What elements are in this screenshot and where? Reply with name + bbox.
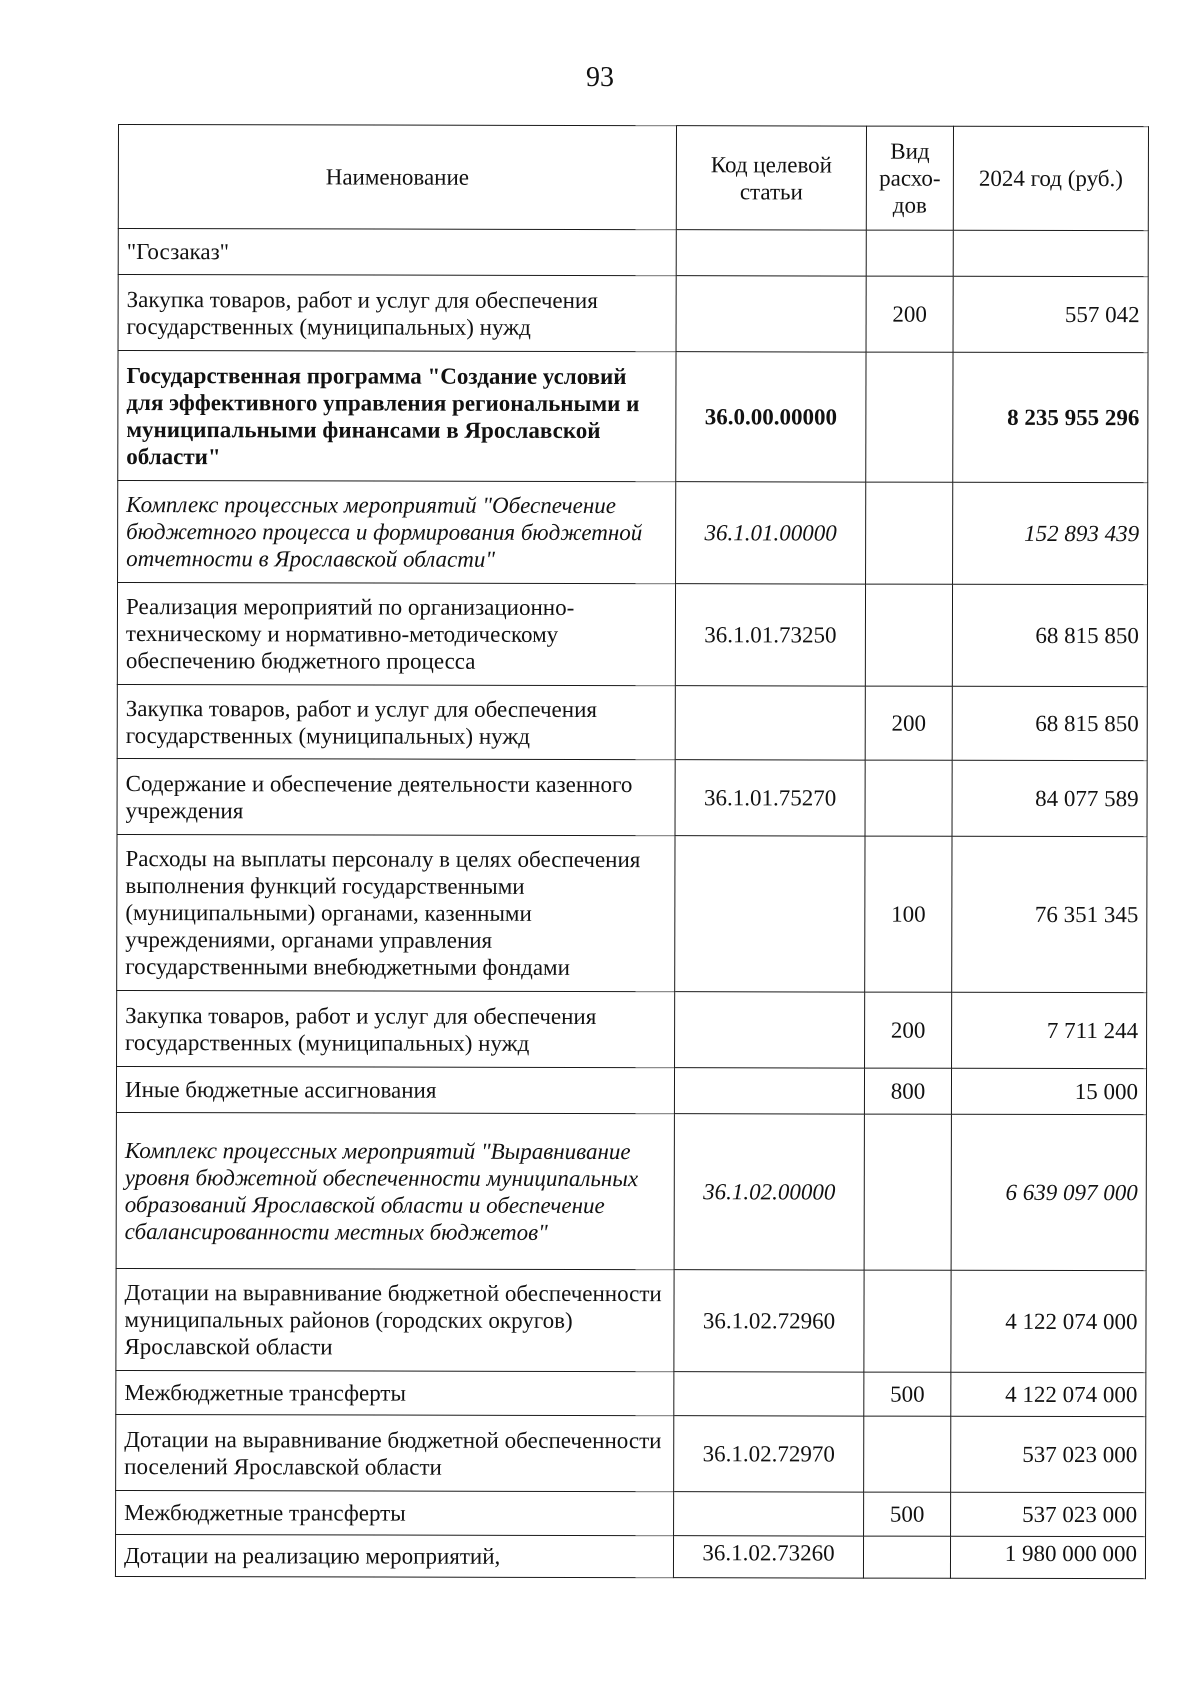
page-number: 93 [586,62,614,93]
row-type [864,1416,951,1492]
row-amount: 8 235 955 296 [953,352,1148,482]
row-type: 500 [864,1492,951,1536]
row-code [675,836,865,992]
row-type [865,584,952,686]
row-type: 100 [865,836,952,992]
row-amount: 6 639 097 000 [951,1114,1146,1270]
row-type [865,760,952,836]
row-name: Государственная программа "Создание условий для эффективного управления региональными и муниципальными финансами в Ярославской области" [118,351,676,482]
row-code [674,1492,864,1536]
row-amount: 152 893 439 [953,482,1148,584]
row-code: 36.1.01.75270 [675,760,865,836]
row-code [676,276,866,352]
row-name: Содержание и обеспечение деятельности казенного учреждения [117,758,675,835]
row-type: 200 [865,686,952,760]
row-name: "Госзаказ" [118,229,676,276]
table-row [116,1268,1146,1372]
row-amount: 76 351 345 [952,836,1147,992]
row-name: Комплекс процессных мероприятий "Выравнивание уровня бюджетной обеспеченности муниципальных образований Ярославской области и обеспечение сбалансированности местных бюджетов" [116,1112,674,1269]
row-code: 36.1.02.73260 [673,1536,863,1578]
row-amount: 84 077 589 [952,760,1147,836]
row-type [866,352,953,482]
table-row [117,834,1147,992]
row-type [864,1270,951,1372]
header-type: Вид расхо-дов [866,126,953,230]
table-row [117,758,1147,836]
row-amount: 7 711 244 [952,992,1147,1068]
row-code [674,1068,864,1114]
row-code [675,686,865,760]
table-row [116,1066,1146,1114]
row-amount: 557 042 [953,276,1148,352]
row-type [864,1114,951,1270]
row-name: Межбюджетные трансферты [116,1490,674,1535]
row-code: 36.1.02.72970 [674,1416,864,1492]
row-name: Дотации на выравнивание бюджетной обеспеченности муниципальных районов (городских округов) Ярославской области [116,1268,674,1371]
table-row [117,684,1147,760]
row-name: Реализация мероприятий по организационно-техническому и нормативно-методическому обеспечению бюджетного процесса [117,583,675,686]
row-type: 800 [864,1068,951,1114]
row-amount: 1 980 000 000 [950,1536,1145,1578]
table-row [116,1414,1146,1492]
row-name: Межбюджетные трансферты [116,1370,674,1415]
row-name: Расходы на выплаты персоналу в целях обеспечения выполнения функций государственными (муниципальными) органами, казенными учреждениями, органами управления государственными внебюджетными фондами [117,834,675,991]
row-code: 36.1.01.00000 [676,482,866,584]
table-row [117,583,1147,687]
row-code: 36.1.01.73250 [675,584,865,686]
row-type: 200 [866,276,953,352]
header-amount: 2024 год (руб.) [953,126,1148,230]
row-name: Закупка товаров, работ и услуг для обеспечения государственных (муниципальных) нужд [117,990,675,1067]
table-row [115,1534,1145,1578]
table-row [116,1490,1146,1536]
table-row [117,990,1147,1068]
row-amount: 537 023 000 [951,1416,1146,1492]
row-name: Иные бюджетные ассигнования [116,1066,674,1113]
row-amount [953,230,1148,276]
row-code: 36.0.00.00000 [676,352,866,482]
header-name: Наименование [118,125,676,230]
table-row [116,1370,1146,1416]
table-body [115,229,1148,1579]
table-row [118,275,1148,353]
budget-table [115,124,1149,1579]
header-code: Код целевой статьи [676,126,866,230]
table-header-row [118,125,1148,231]
row-name: Дотации на реализацию мероприятий, [115,1534,673,1577]
row-amount: 15 000 [951,1068,1146,1114]
row-type [866,482,953,584]
row-code [675,992,865,1068]
row-name: Закупка товаров, работ и услуг для обеспечения государственных (муниципальных) нужд [118,275,676,352]
table-row [118,481,1148,585]
table-row [116,1112,1146,1270]
row-amount: 4 122 074 000 [951,1270,1146,1372]
row-code: 36.1.02.72960 [674,1270,864,1372]
row-amount: 4 122 074 000 [951,1372,1146,1416]
row-type [863,1536,950,1578]
row-amount: 68 815 850 [952,584,1147,686]
row-amount: 537 023 000 [951,1492,1146,1536]
table-row [118,351,1148,483]
row-type [866,230,953,276]
row-type: 200 [865,992,952,1068]
table-row [118,229,1148,277]
row-code [674,1372,864,1416]
row-type: 500 [864,1372,951,1416]
row-name: Дотации на выравнивание бюджетной обеспеченности поселений Ярославской области [116,1414,674,1491]
row-code: 36.1.02.00000 [674,1114,864,1270]
row-name: Комплекс процессных мероприятий "Обеспечение бюджетного процесса и формирования бюджетной отчетности в Ярославской области" [118,481,676,584]
row-name: Закупка товаров, работ и услуг для обеспечения государственных (муниципальных) нужд [117,684,675,759]
row-code [676,230,866,276]
row-amount: 68 815 850 [952,686,1147,760]
